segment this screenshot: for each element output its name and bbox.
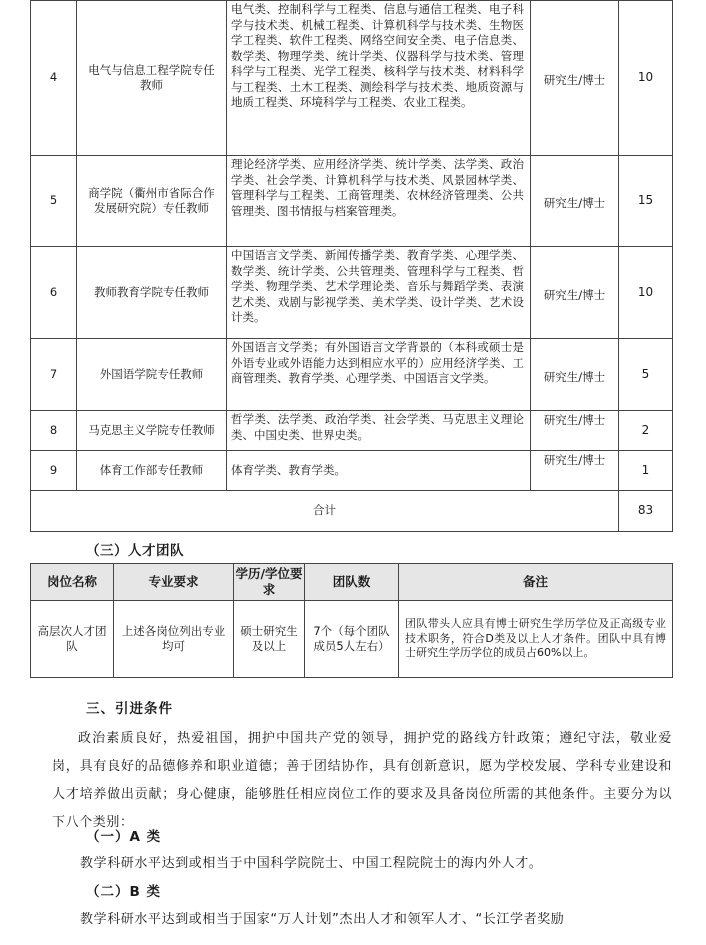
table-row — [31, 247, 673, 339]
position-count: 2 — [619, 411, 673, 451]
row-number: 5 — [31, 156, 77, 247]
department-name: 体育工作部专任教师 — [77, 451, 227, 491]
position-count: 10 — [619, 247, 673, 339]
department-name: 电气与信息工程学院专任教师 — [77, 1, 227, 156]
category-b-title: （二）B 类 — [86, 884, 161, 900]
table-header-row — [31, 564, 673, 601]
major-requirements: 电气类、控制科学与工程类、信息与通信工程类、电子科学与技术类、机械工程类、计算机科学与技术类、生物医学工程类、软件工程类、网络空间安全类、电子信息类、数学类、物理学类、统计学类、仪器科学与技术类、管理科学与工程类、光学工程类、核科学与技术类、材料科学与工程类、土木工程类、测绘科学与技术类、地质资源与地质工程类、环境科学与工程类、农业工程类。 — [227, 1, 531, 156]
education-requirement: 研究生/博士 — [531, 451, 619, 491]
category-a-text: 教学科研水平达到或相当于中国科学院院士、中国工程院院士的海内外人才。 — [80, 856, 543, 871]
row-number: 8 — [31, 411, 77, 451]
education-requirement: 研究生/博士 — [531, 339, 619, 411]
positions-table — [30, 0, 673, 532]
department-name: 商学院（衢州市省际合作发展研究院）专任教师 — [77, 156, 227, 247]
major-requirements: 中国语言文学类、新闻传播学类、教育学类、心理学类、数学类、统计学类、公共管理类、管理科学与工程类、哲学类、物理学类、艺术学理论类、音乐与舞蹈学类、表演艺术类、戏剧与影视学类、美术学类、设计学类、艺术设计类。 — [227, 247, 531, 339]
header-position: 岗位名称 — [31, 564, 114, 601]
department-name: 外国语学院专任教师 — [77, 339, 227, 411]
total-label: 合计 — [31, 491, 619, 532]
education-requirement: 研究生/博士 — [531, 411, 619, 451]
position-count: 15 — [619, 156, 673, 247]
department-name: 教师教育学院专任教师 — [77, 247, 227, 339]
header-team-count: 团队数 — [305, 564, 399, 601]
table-row — [31, 451, 673, 491]
team-count: 7个（每个团队成员5人左右） — [305, 601, 399, 678]
major-requirement: 上述各岗位列出专业均可 — [114, 601, 234, 678]
section-title: 三、引进条件 — [86, 701, 173, 717]
table-row — [31, 411, 673, 451]
department-name: 马克思主义学院专任教师 — [77, 411, 227, 451]
major-requirements: 外国语言文学类；有外国语言文学背景的（本科或硕士是外语专业或外语能力达到相应水平的）应用经济学类、工商管理类、教育学类、心理学类、中国语言文学类。 — [227, 339, 531, 411]
total-row — [31, 491, 673, 532]
table-row — [31, 156, 673, 247]
category-b-text: 教学科研水平达到或相当于国家“万人计划”杰出人才和领军人才、“长江学者奖励 — [80, 912, 565, 927]
total-count: 83 — [619, 491, 673, 532]
row-number: 7 — [31, 339, 77, 411]
degree-requirement: 硕士研究生及以上 — [234, 601, 305, 678]
header-notes: 备注 — [399, 564, 673, 601]
talent-team-heading: （三）人才团队 — [86, 543, 184, 559]
row-number: 9 — [31, 451, 77, 491]
education-requirement: 研究生/博士 — [531, 1, 619, 156]
header-major: 专业要求 — [114, 564, 234, 601]
category-a-title: （一）A 类 — [86, 829, 162, 845]
education-requirement: 研究生/博士 — [531, 156, 619, 247]
major-requirements: 理论经济学类、应用经济学类、统计学类、法学类、政治学类、社会学类、计算机科学与技术类、风景园林学类、管理科学与工程类、工商管理类、农林经济管理类、公共管理类、图书情报与档案管理类。 — [227, 156, 531, 247]
row-number: 6 — [31, 247, 77, 339]
header-degree: 学历/学位要求 — [234, 564, 305, 601]
major-requirements: 哲学类、法学类、政治学类、社会学类、马克思主义理论类、中国史类、世界史类。 — [227, 411, 531, 451]
education-requirement: 研究生/博士 — [531, 247, 619, 339]
position-name: 高层次人才团队 — [31, 601, 114, 678]
major-requirements: 体育学类、教育学类。 — [227, 451, 531, 491]
table-row — [31, 601, 673, 678]
position-count: 10 — [619, 1, 673, 156]
table-row — [31, 1, 673, 156]
conditions-paragraph: 政治素质良好，热爱祖国，拥护中国共产党的领导，拥护党的路线方针政策；遵纪守法，敬业爱岗，具有良好的品德修养和职业道德；善于团结协作，具有创新意识，愿为学校发展、学科专业建设和人才培养做出贡献；身心健康，能够胜任相应岗位工作的要求及具备岗位所需的其他条件。主要分为以下八个类别： — [52, 731, 672, 830]
notes: 团队带头人应具有博士研究生学历学位及正高级专业技术职务，符合D类及以上人才条件。团队中具有博士研究生学历学位的成员占60%以上。 — [399, 601, 673, 678]
row-number: 4 — [31, 1, 77, 156]
table-row — [31, 339, 673, 411]
position-count: 1 — [619, 451, 673, 491]
talent-team-table — [30, 563, 673, 678]
position-count: 5 — [619, 339, 673, 411]
